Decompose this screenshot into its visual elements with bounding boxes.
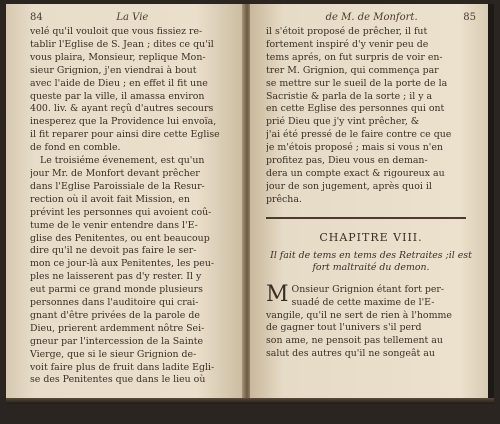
left-page-text bbox=[30, 26, 236, 387]
text-line: profitez pas, Dieu vous en deman- bbox=[266, 155, 428, 167]
text-line: voit faire plus de fruit dans ladite Egli- bbox=[30, 361, 215, 373]
text-line: trer M. Grignion, qui commença par bbox=[266, 64, 439, 76]
text-line: Il fait de tems en tems des Retraites ; bbox=[270, 249, 449, 261]
text-line: Le troisiéme évenement, est qu'un bbox=[40, 155, 205, 167]
left-page-header bbox=[30, 12, 236, 23]
text-line: rection où il avoit fait Mission, en bbox=[30, 193, 190, 205]
text-line: prêcha. bbox=[266, 193, 302, 205]
chapter-summary bbox=[266, 250, 476, 274]
book-bottom-edge bbox=[6, 398, 494, 404]
left-running-head: La Vie bbox=[116, 12, 149, 23]
text-line: se mettre sur le sueil de la porte de la bbox=[266, 77, 448, 89]
text-line: dera un compte exact & rigoureux au bbox=[266, 167, 445, 179]
text-line: tablir l'Eglise de S. Jean ; dites ce qu'il bbox=[30, 38, 214, 50]
text-line: tems aprés, on fut surpris de voir en- bbox=[266, 51, 443, 63]
text-line: Dieu, prierent ardemment nôtre Sei- bbox=[30, 322, 205, 334]
right-page-number: 85 bbox=[463, 12, 476, 23]
text-line: de gagner tout l'univers s'il perd bbox=[266, 322, 422, 334]
text-line: Sacristie & parla de la sorte ; il y a bbox=[266, 90, 433, 102]
text-line: dans l'Eglise Paroissiale de la Resur- bbox=[30, 180, 205, 192]
chapter-title: CHAPITRE VIII. bbox=[319, 230, 423, 244]
text-line: il est fort maltraité du demon. bbox=[312, 249, 472, 273]
text-line: jour de son jugement, après quoi il bbox=[266, 180, 432, 192]
text-line: il fit reparer pour ainsi dire cette Eglise bbox=[30, 129, 220, 141]
text-line: personnes dans l'auditoire qui crai- bbox=[30, 297, 199, 309]
text-line: gneur par l'intercession de la Sainte bbox=[30, 335, 204, 347]
text-line: 400. liv. & ayant reçû d'autres secours bbox=[30, 103, 214, 115]
text-line: velé qu'il vouloit que vous fissiez re- bbox=[30, 26, 203, 37]
text-line: suadé de cette maxime de l'E- bbox=[291, 296, 435, 308]
text-line: son ame, ne pensoit pas tellement au bbox=[266, 335, 443, 347]
drop-cap: M bbox=[266, 281, 289, 307]
text-line: glise des Penitentes, ou ent beaucoup bbox=[30, 232, 210, 244]
text-line: mon ce jour-là aux Penitentes, les peu- bbox=[30, 258, 215, 270]
open-book bbox=[6, 4, 494, 404]
right-running-head: de M. de Monfort. bbox=[325, 12, 418, 23]
text-line: sieur Grignion, j'en viendrai à bout bbox=[30, 64, 197, 76]
text-line: de fond en comble. bbox=[30, 142, 121, 154]
text-line: Vierge, que si le sieur Grignion de- bbox=[30, 348, 197, 360]
text-line: inesperez que la Providence lui envoïa, bbox=[30, 116, 217, 128]
text-line: queste par la ville, il amassa environ bbox=[30, 90, 205, 102]
text-line: salut des autres qu'il ne songeât au bbox=[266, 348, 435, 360]
text-line: gnant d'être privées de la parole de bbox=[30, 309, 200, 321]
text-line: se des Penitentes que dans le lieu où bbox=[30, 374, 206, 386]
text-line: jour Mr. de Monfort devant prêcher bbox=[30, 167, 200, 179]
left-page-number: 84 bbox=[30, 12, 43, 23]
text-line: ples ne laisserent pas d'y rester. Il y bbox=[30, 271, 202, 283]
text-line: prévint les personnes qui avoient coû- bbox=[30, 206, 212, 218]
chapter-divider-rule bbox=[266, 217, 466, 219]
text-line: j'ai été pressé de le faire contre ce que bbox=[266, 129, 452, 141]
right-page bbox=[250, 4, 488, 398]
text-line: tume de le venir entendre dans l'E- bbox=[30, 219, 198, 231]
text-line: je m'étois proposé ; mais si vous n'en bbox=[266, 142, 443, 154]
text-line: vangile, qu'il ne sert de rien à l'homme bbox=[266, 309, 452, 321]
chapter-body-text bbox=[266, 281, 476, 361]
text-line: Onsieur Grignion étant fort per- bbox=[291, 283, 445, 295]
text-line: en cette Eglise des personnes qui ont bbox=[266, 103, 445, 115]
text-line: eut parmi ce grand monde plusieurs bbox=[30, 284, 203, 296]
right-page-text bbox=[266, 26, 476, 207]
right-page-header bbox=[266, 12, 476, 23]
left-page bbox=[6, 4, 244, 398]
text-line: fortement inspiré d'y venir peu de bbox=[266, 38, 429, 50]
text-line: prié Dieu que j'y vint prêcher, & bbox=[266, 116, 420, 128]
text-line: dire qu'il ne devoit pas faire le ser- bbox=[30, 245, 197, 257]
text-line: il s'étoit proposé de prêcher, il fut bbox=[266, 26, 428, 37]
text-line: vous plaira, Monsieur, replique Mon- bbox=[30, 51, 206, 63]
text-line: avec l'aide de Dieu ; en effet il fit une bbox=[30, 77, 208, 89]
